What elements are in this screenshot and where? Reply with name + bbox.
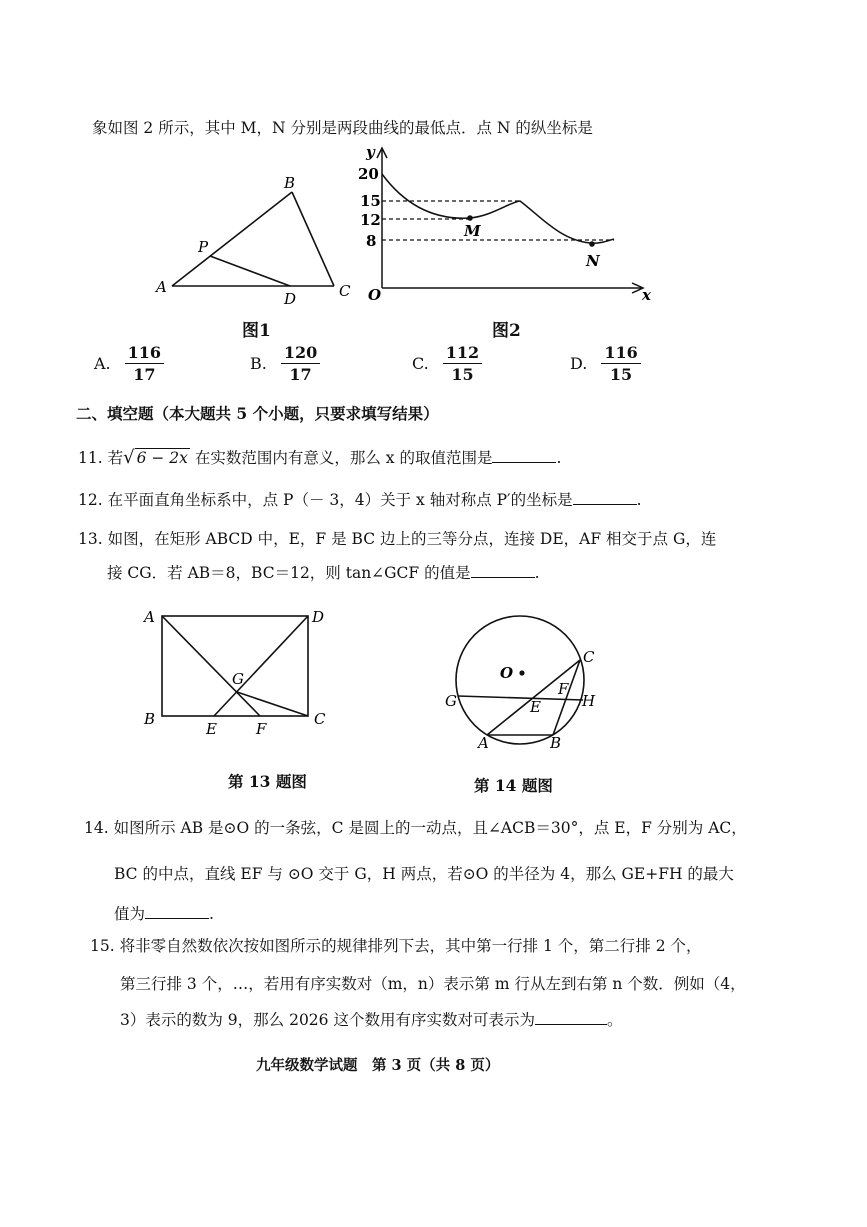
q13-end: .	[534, 564, 540, 582]
fig14-label-c: C	[583, 648, 595, 666]
question-14-line-3	[114, 902, 214, 924]
page-footer: 九年级数学试题 第 3 页（共 8 页）	[256, 1057, 500, 1074]
question-14-line-2	[114, 862, 734, 884]
fig1-label-b: B	[284, 174, 296, 192]
option-c[interactable]	[412, 343, 482, 384]
fig2-tick-20: 20	[358, 165, 379, 183]
question-13-line-1	[78, 527, 716, 549]
intro-text: 象如图 2 所示，其中 M，N 分别是两段曲线的最低点．点 N 的纵坐标是	[92, 119, 593, 137]
fig2-point-m: M	[464, 222, 481, 240]
section-2-title: 二、填空题（本大题共 5 个小题，只要求填写结果）	[76, 404, 439, 423]
fig2-point-n: N	[586, 252, 600, 270]
fig13-label-a: A	[144, 608, 155, 626]
q12-text: 在平面直角坐标系中，点 P（－ 3，4）关于 x 轴对称点 P′的坐标是	[107, 491, 573, 509]
option-b-den: 17	[289, 365, 312, 384]
fig14-caption: 第 14 题图	[474, 776, 553, 795]
q15-line-2: 第三行排 3 个，…，若用有序实数对（m，n）表示第 m 行从左到右第 n 个数．例如（4，	[120, 975, 746, 993]
fig13-label-c: C	[314, 710, 326, 728]
fig13-label-d: D	[312, 608, 325, 626]
question-15-line-1	[90, 934, 702, 956]
question-15-line-2	[120, 972, 746, 994]
question-13-line-2	[107, 561, 540, 583]
q13-line-1: 如图，在矩形 ABCD 中，E，F 是 BC 边上的三等分点，连接 DE，AF 相交于点 G，连	[107, 530, 717, 548]
fig14-label-b: B	[550, 734, 562, 750]
option-b-fraction	[281, 343, 320, 384]
option-a-fraction	[125, 343, 164, 384]
question-12	[78, 488, 642, 510]
option-c-num: 112	[443, 343, 482, 364]
option-a-letter: A.	[94, 354, 111, 373]
q15-line-3: 3）表示的数为 9，那么 2026 这个数用有序实数对可表示为	[120, 1011, 535, 1029]
fig2-axis-x: x	[642, 286, 651, 304]
figure-13-rectangle	[140, 600, 340, 740]
q14-number: 14.	[84, 819, 109, 837]
option-b-num: 120	[281, 343, 320, 364]
fig13-label-f: F	[256, 720, 267, 738]
fig1-label-p: P	[198, 238, 209, 256]
fig13-label-g: G	[232, 670, 244, 688]
q12-answer-blank[interactable]	[573, 490, 637, 505]
q15-end: 。	[606, 1011, 623, 1029]
q13-line-2: 接 CG．若 AB＝8，BC＝12，则 tan∠GCF 的值是	[107, 564, 471, 582]
q14-line-1: 如图所示 AB 是⊙O 的一条弦，C 是圆上的一动点，且∠ACB＝30°，点 E，F 分别为 AC，	[113, 819, 747, 837]
figure-14-circle	[440, 600, 610, 750]
q15-line-1: 将非零自然数依次按如图所示的规律排列下去，其中第一行排 1 个，第二行排 2 个，	[119, 937, 702, 955]
question-15-line-3	[120, 1008, 622, 1030]
q14-line-3: 值为	[114, 905, 146, 923]
fig1-label-d: D	[284, 290, 297, 308]
fig1-label-c: C	[339, 282, 351, 300]
fig14-label-e: E	[530, 698, 541, 716]
q11-number: 11.	[78, 449, 103, 467]
fig2-axis-y: y	[366, 143, 375, 161]
q11-radicand: 6 − 2x	[136, 449, 188, 467]
q12-number: 12.	[78, 491, 103, 509]
question-14-line-1	[84, 816, 747, 838]
q12-end: .	[636, 491, 642, 509]
fig13-label-b: B	[144, 710, 156, 728]
q11-pre: 若	[107, 449, 124, 467]
fig2-origin: O	[368, 286, 382, 304]
fig14-label-f: F	[558, 680, 569, 698]
option-a[interactable]	[94, 343, 164, 384]
q11-sqrt: √ 6 − 2x	[123, 447, 188, 468]
q14-line-2: BC 的中点，直线 EF 与 ⊙O 交于 G，H 两点，若⊙O 的半径为 4，那么 GE+FH 的最大	[114, 865, 734, 883]
q11-text: 在实数范围内有意义，那么 x 的取值范围是	[194, 449, 493, 467]
option-c-fraction	[443, 343, 482, 384]
fig2-tick-8: 8	[366, 232, 377, 250]
q14-answer-blank[interactable]	[145, 904, 209, 919]
option-b-letter: B.	[250, 354, 267, 373]
q13-answer-blank[interactable]	[471, 563, 535, 578]
fig1-caption: 图1	[242, 321, 271, 341]
q11-answer-blank[interactable]	[492, 448, 556, 463]
option-a-num: 116	[125, 343, 164, 364]
figure-2-graph	[352, 138, 657, 308]
fig14-label-a: A	[478, 734, 489, 750]
option-d[interactable]	[570, 343, 641, 384]
q15-answer-blank[interactable]	[535, 1010, 607, 1025]
question-11	[78, 446, 561, 468]
fig13-caption: 第 13 题图	[228, 772, 307, 791]
q15-number: 15.	[90, 937, 115, 955]
fig1-label-a: A	[156, 278, 167, 296]
q11-end: .	[556, 449, 562, 467]
option-d-letter: D.	[570, 354, 588, 373]
option-d-fraction	[601, 343, 640, 384]
option-a-den: 17	[133, 365, 156, 384]
fig14-label-h: H	[582, 692, 596, 710]
fig2-tick-12: 12	[360, 211, 381, 229]
fig2-caption: 图2	[492, 321, 521, 341]
fig14-label-o: O	[500, 664, 514, 682]
option-d-den: 15	[609, 365, 633, 384]
q13-number: 13.	[78, 530, 103, 548]
option-d-num: 116	[601, 343, 640, 364]
option-b[interactable]	[250, 343, 320, 384]
fig2-tick-15: 15	[360, 192, 381, 210]
figure-1-triangle	[150, 170, 365, 315]
option-c-den: 15	[451, 365, 474, 384]
option-c-letter: C.	[412, 354, 429, 373]
fig13-label-e: E	[206, 720, 217, 738]
q14-end: .	[209, 905, 214, 923]
fig14-label-g: G	[445, 692, 457, 710]
